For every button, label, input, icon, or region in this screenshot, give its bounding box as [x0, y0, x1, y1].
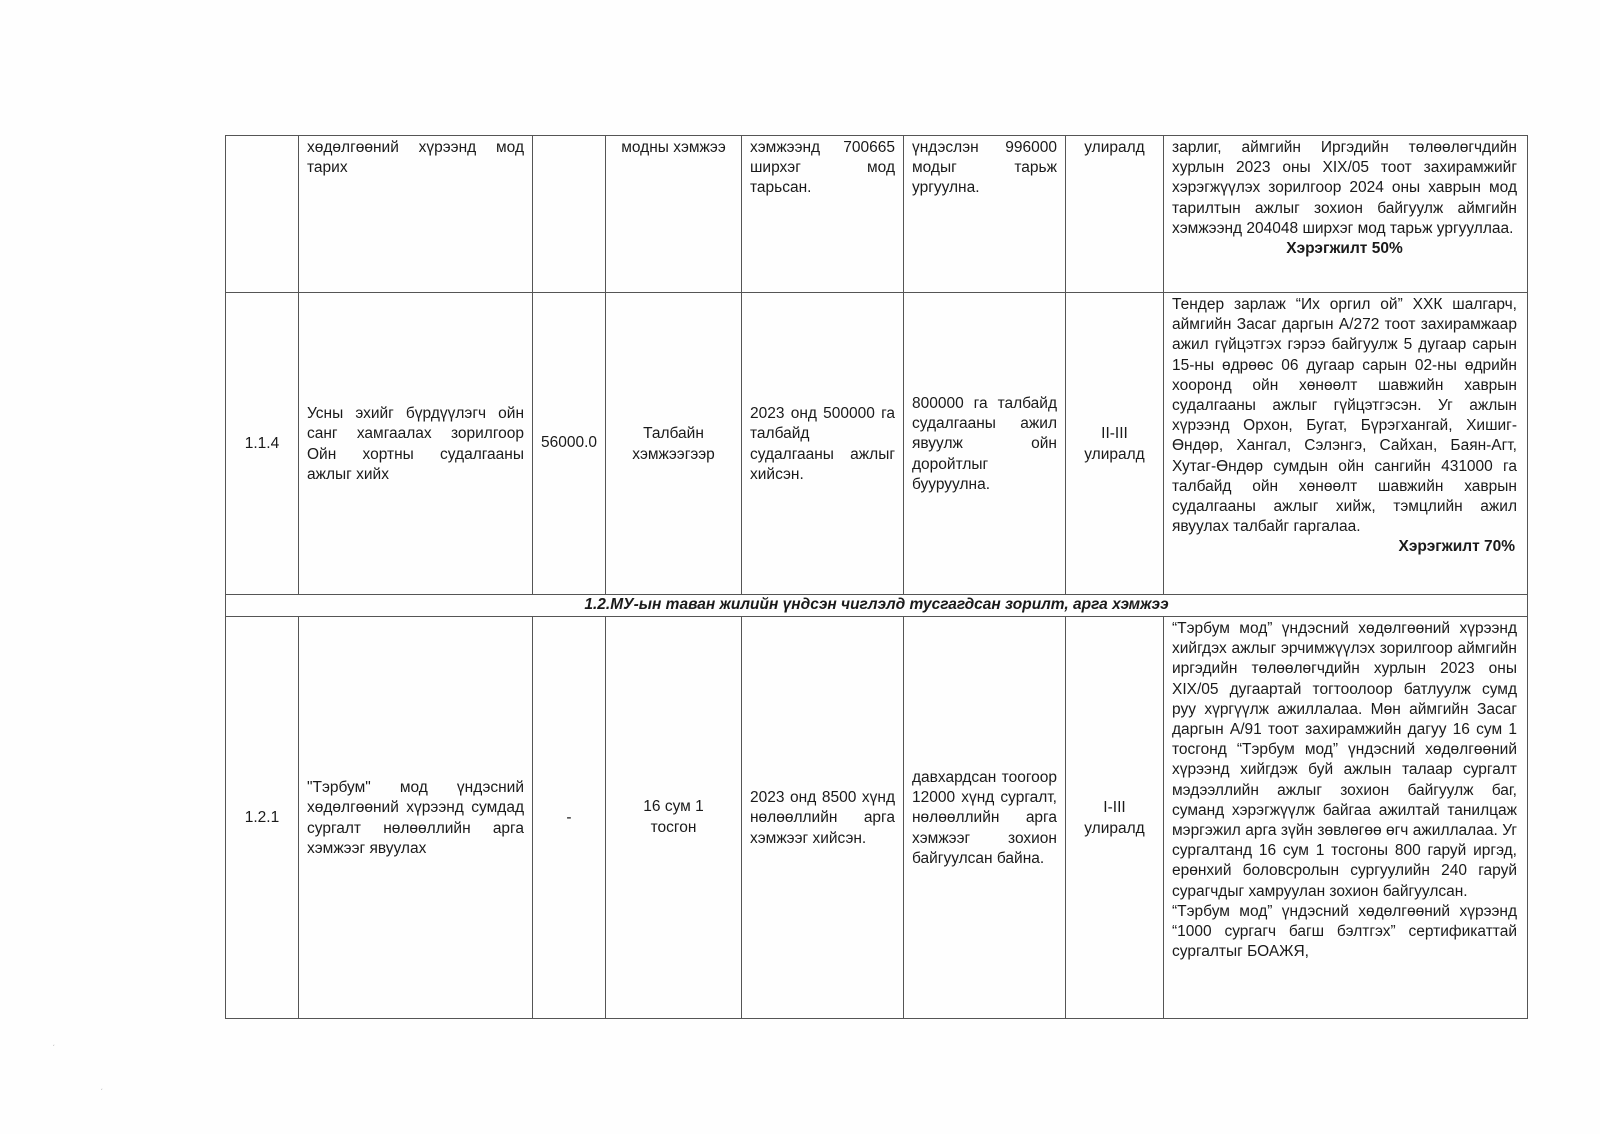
- cell-progress: [1164, 293, 1528, 595]
- cell-budget: [533, 293, 606, 595]
- cell-budget: [533, 136, 606, 293]
- cell-period: II-III улиралд: [1066, 293, 1164, 595]
- section-title: 1.2.МУ-ын таван жилийн үндсэн чиглэлд тусгагдсан зорилт, арга хэмжээ: [226, 595, 1528, 617]
- budget-value: 56000.0: [540, 434, 598, 452]
- scan-speck: ˏ: [100, 1080, 103, 1090]
- cell-activity: Усны эхийг бүрдүүлэгч ойн санг хамгаалах зорилгоор Ойн хортны судалгааны ажлыг хийх: [299, 293, 533, 595]
- table-row: [226, 136, 1528, 293]
- cell-id: 1.1.4: [226, 293, 299, 595]
- completion-rate: Хэрэгжилт 70%: [1398, 538, 1515, 556]
- table-row: [226, 617, 1528, 1019]
- cell-activity: хөдөлгөөний хүрээнд мод тарих: [299, 136, 533, 293]
- progress-text: зарлиг, аймгийн Иргэдийн төлөөлөгчдийн хурлын 2023 оны XIX/05 тоот захирамжийг хэрэгжүүлэх зорилгоор 2024 оны хаврын мод тарилтын ажлыг зохион байгуулж аймгийн хэмжээнд 204048 ширхэг мод тарьж ургууллаа.: [1172, 139, 1517, 237]
- report-table: [225, 135, 1528, 1019]
- cell-period: улиралд: [1066, 136, 1164, 293]
- cell-budget: -: [533, 617, 606, 1019]
- cell-baseline: 2023 онд 8500 хүнд нөлөөллийн арга хэмжээг хийсэн.: [742, 617, 904, 1019]
- cell-progress: [1164, 617, 1528, 1019]
- cell-target: давхардсан тоогоор 12000 хүнд сургалт, нөлөөллийн арга хэмжээг зохион байгуулсан байна.: [904, 617, 1066, 1019]
- cell-indicator: 16 сум 1 тосгон: [606, 617, 742, 1019]
- progress-text: “Тэрбум мод” үндэсний хөдөлгөөний хүрээнд хийгдэх ажлыг эрчимжүүлэх зорилгоор аймгийн иргэдийн төлөөлөгчдийн хурлын 2023 оны XIX/05 дугаартай тогтоолоор батлуулж сумд руу хүргүүлж ажиллалаа. Мөн аймгийн Засаг даргын А/91 тоот захирамжийн дагуу 16 сум 1 тосгонд “Тэрбум мод” үндэсний хөдөлгөөний хүрээнд хийгдэж буй ажлын талаар сургалт мэдээллийн ажлыг зохион байгуулж баг, суманд хэрэгжүүлж байгаа ажилтай танилцаж мэргэжил арга зүйн зөвлөгөө өгч ажиллалаа. Уг сургалтанд 16 сум 1 тосгоны 800 гаруй иргэд, ерөнхий боловсролын сургуулийн 240 гаруй сурагчдыг хамруулан зохион байгуулсан.: [1172, 620, 1517, 900]
- cell-progress: [1164, 136, 1528, 293]
- progress-text: Тендер зарлаж “Их оргил ой” ХХК шалгарч, аймгийн Засаг даргын А/272 тоот захирамжаар ажил гүйцэтгэх гэрээ байгуулж 5 дугаар сарын 15-ны өдрөөс 06 дугаар сарын 02-ны өдрийн хооронд ойн хөнөөлт шавжийн хаврын судалгааны ажлыг гүйцэтгэсэн. Уг ажлын хүрээнд Орхон, Бугат, Бүрэгхангай, Хишиг-Өндөр, Хангал, Сэлэнгэ, Сайхан, Баян-Агт, Хутаг-Өндөр сумдын ойн сангийн 431000 га талбайд ойн хөнөөлт шавжийн хаврын судалгааны ажлыг хийж, тэмцлийн ажил явуулах талбайг гаргалаа.: [1172, 296, 1517, 536]
- cell-id: [226, 136, 299, 293]
- progress-text-continued: “Тэрбум мод” үндэсний хөдөлгөөний хүрээнд “1000 сургагч багш бэлтгэх” сертификаттай сургалтыг БОАЖЯ,: [1172, 902, 1517, 961]
- cell-period: I-III улиралд: [1066, 617, 1164, 1019]
- cell-baseline: 2023 онд 500000 га талбайд судалгааны ажлыг хийсэн.: [742, 293, 904, 595]
- cell-indicator: Талбайн хэмжээгээр: [606, 293, 742, 595]
- cell-activity: "Тэрбум" мод үндэсний хөдөлгөөний хүрээнд сумдад сургалт нөлөөллийн арга хэмжээг явуулах: [299, 617, 533, 1019]
- completion-rate: Хэрэгжилт 50%: [1286, 240, 1403, 258]
- section-header-row: [226, 595, 1528, 617]
- table-row: [226, 293, 1528, 595]
- cell-target: 800000 га талбайд судалгааны ажил явуулж ойн доройтлыг бууруулна.: [904, 293, 1066, 595]
- cell-baseline: хэмжээнд 700665 ширхэг мод тарьсан.: [742, 136, 904, 293]
- cell-id: 1.2.1: [226, 617, 299, 1019]
- scan-speck: ˏ: [52, 1036, 55, 1046]
- cell-target: үндэслэн 996000 модыг тарьж ургуулна.: [904, 136, 1066, 293]
- cell-indicator: модны хэмжээ: [606, 136, 742, 293]
